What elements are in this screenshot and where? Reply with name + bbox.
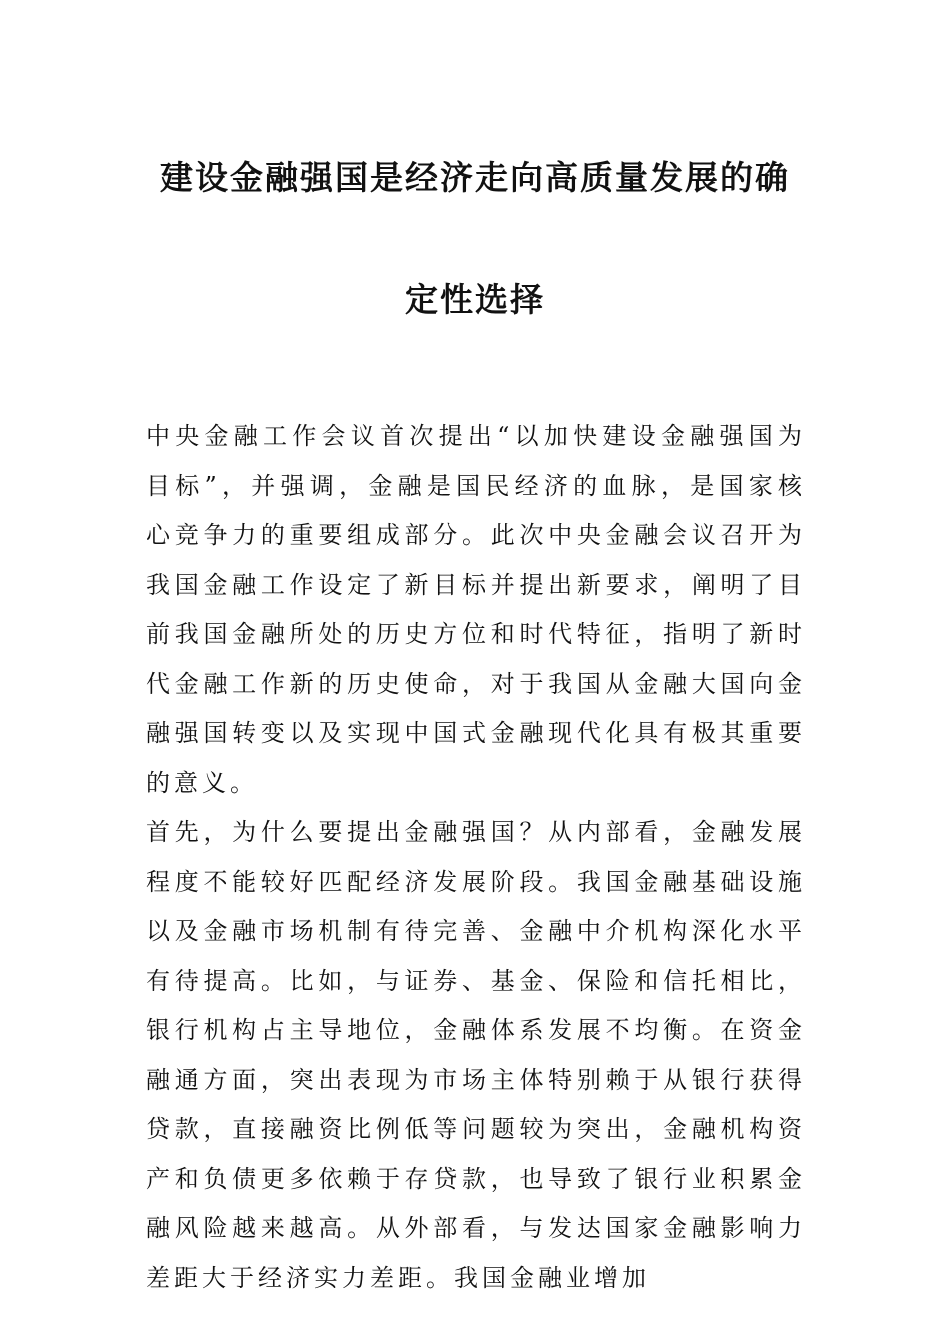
document-body: [146, 412, 806, 1303]
document-title-line-1: 建设金融强国是经济走向高质量发展的确: [160, 158, 790, 197]
document-title-line-2: 定性选择: [405, 280, 545, 319]
paragraph-intro: 中央金融工作会议首次提出“以加快建设金融强国为目标”，并强调，金融是国民经济的血脉，是国家核心竞争力的重要组成部分。此次中央金融会议召开为我国金融工作设定了新目标并提出新要求，阐明了目前我国金融所处的历史方位和时代特征，指明了新时代金融工作新的历史使命，对于我国从金融大国向金融强国转变以及实现中国式金融现代化具有极其重要的意义。: [146, 422, 806, 797]
paragraph-first-point: 首先，为什么要提出金融强国？从内部看，金融发展程度不能较好匹配经济发展阶段。我国金融基础设施以及金融市场机制有待完善、金融中介机构深化水平有待提高。比如，与证券、基金、保险和信托相比，银行机构占主导地位，金融体系发展不均衡。在资金融通方面，突出表现为市场主体特别赖于从银行获得贷款，直接融资比例低等问题较为突出，金融机构资产和负债更多依赖于存贷款，也导致了银行业积累金融风险越来越高。从外部看，与发达国家金融影响力差距大于经济实力差距。我国金融业增加: [146, 818, 806, 1292]
